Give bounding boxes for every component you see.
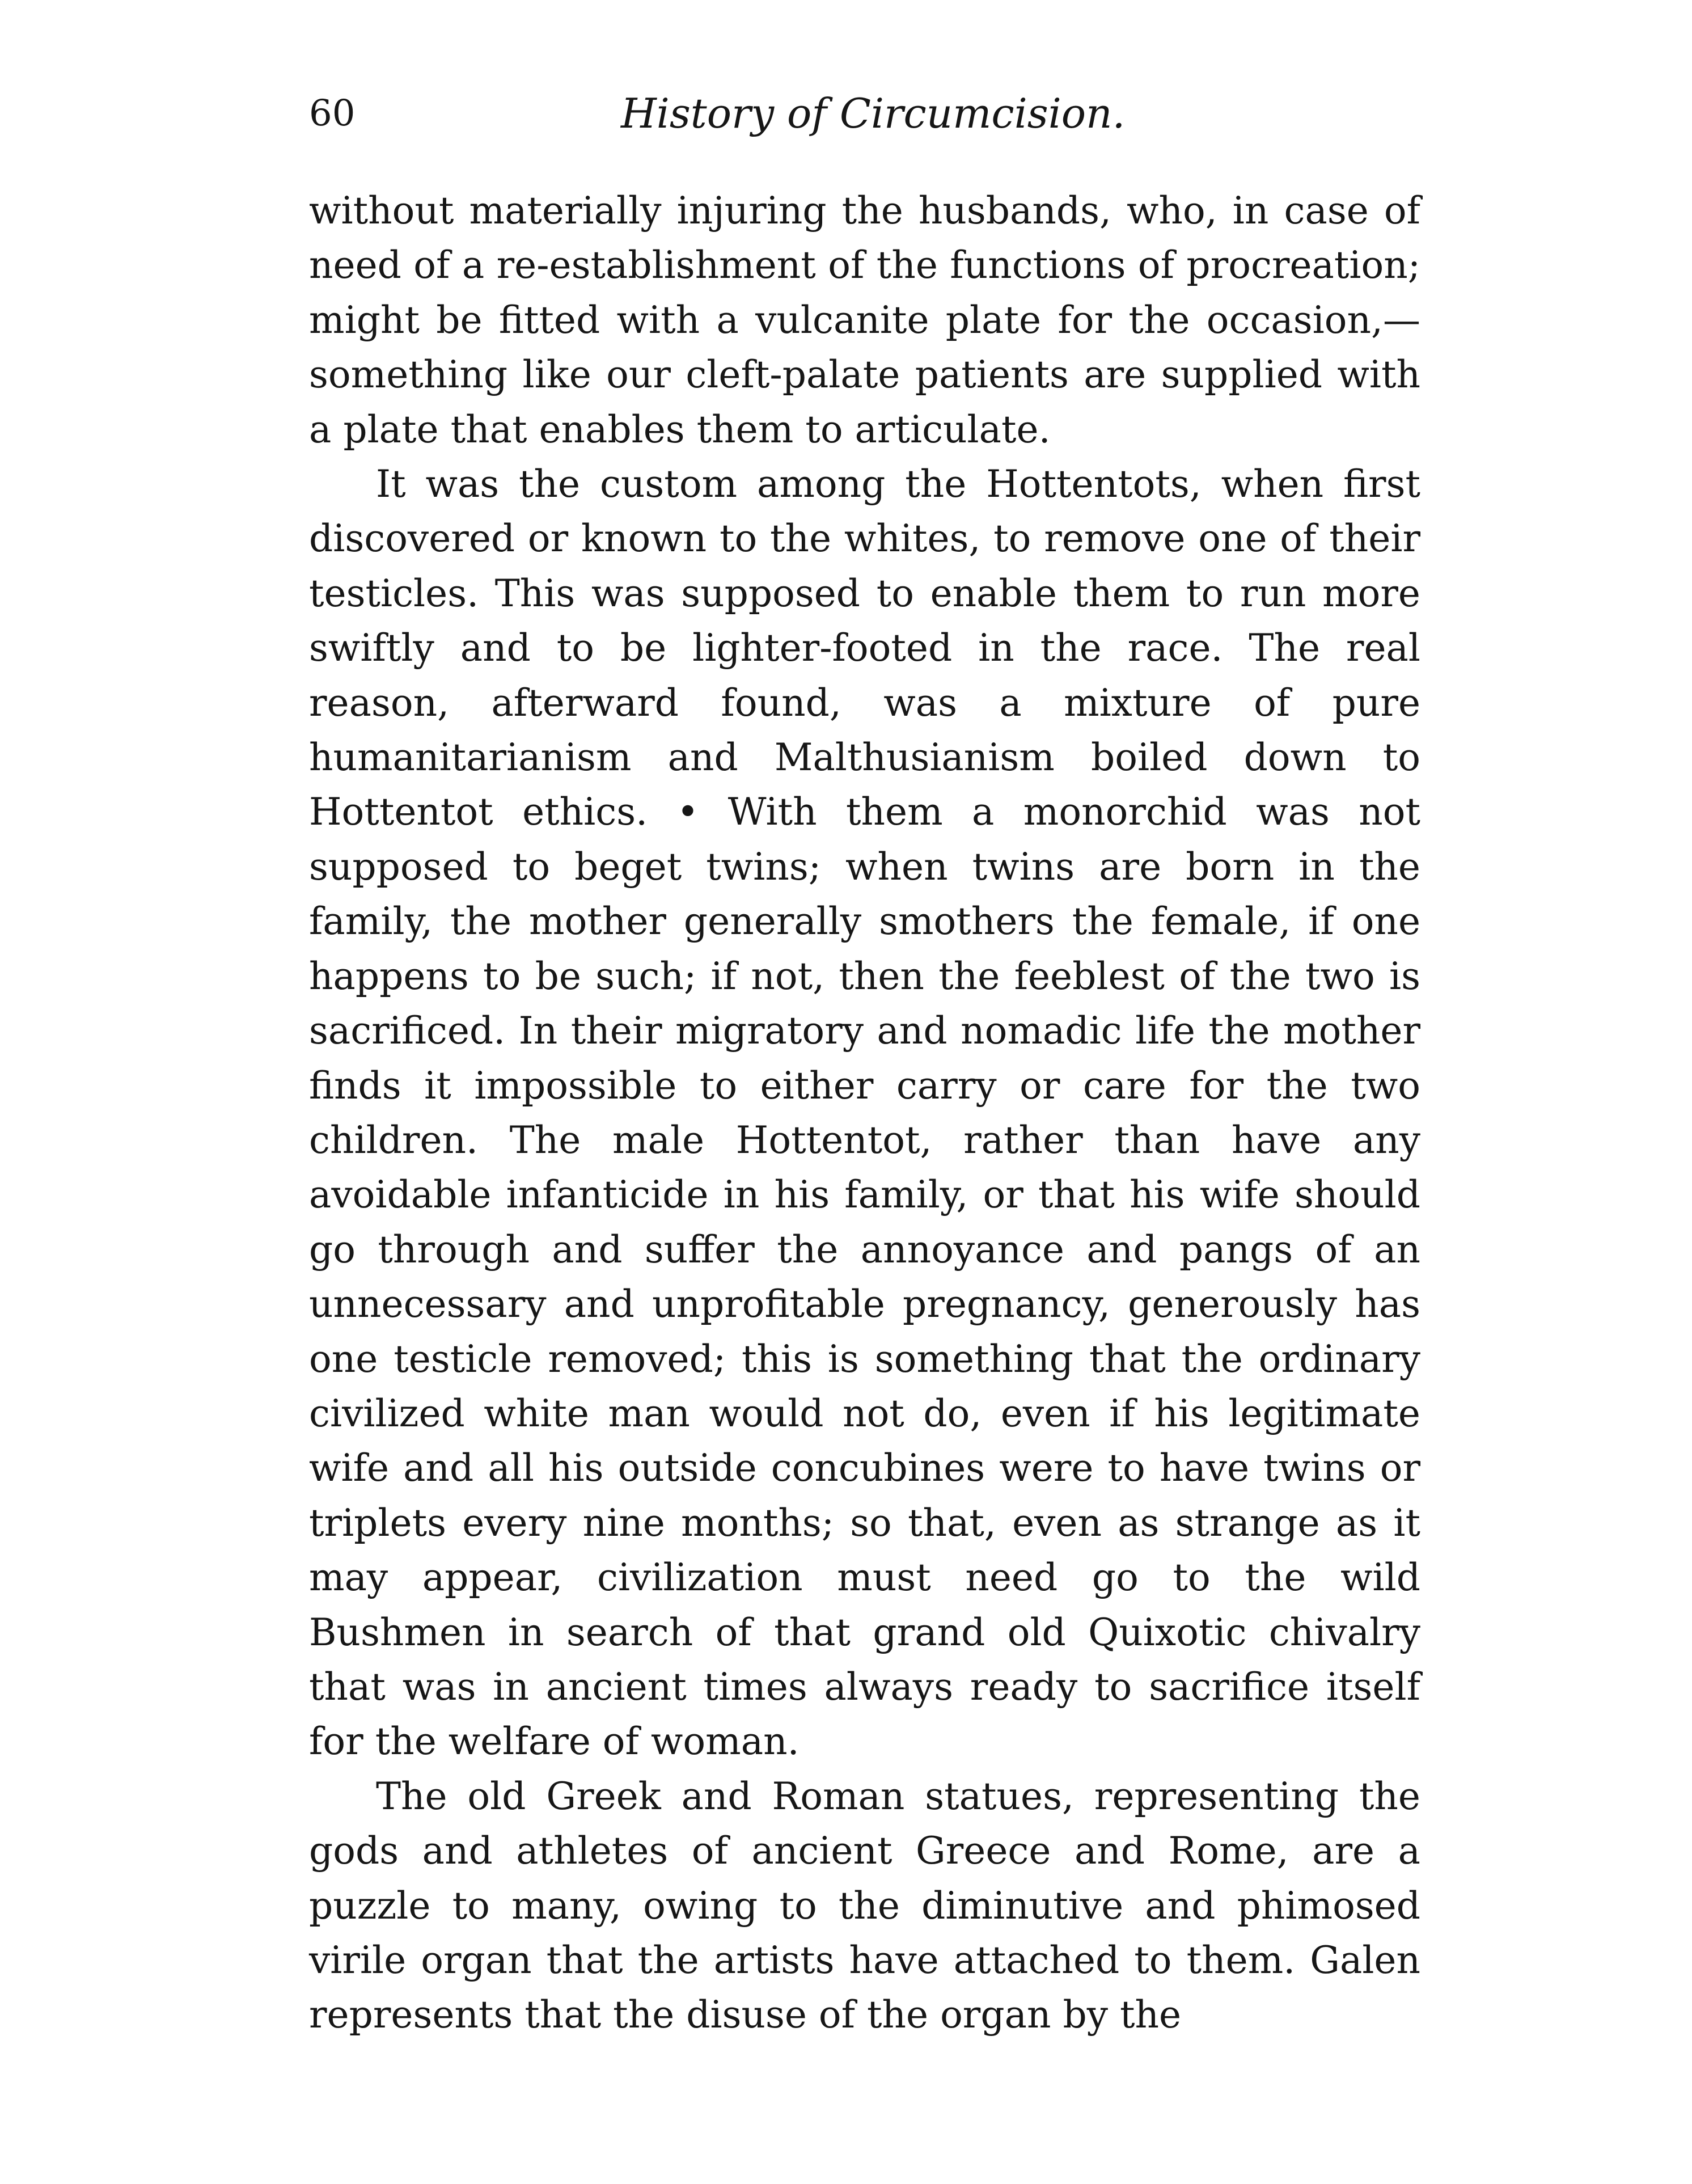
running-title: History of Circumcision. [621, 90, 1126, 137]
paragraph-continued: without materially injuring the husbands, who, in case of need of a re-establishment of the functions of procreation; might be fitted with a vulcanite plate for the occasion,—something like our cleft-palate patients are supplied with a plate that enables them to articulate. [309, 189, 1420, 451]
page-number: 60 [309, 92, 356, 134]
body-text [309, 184, 1420, 2043]
paragraph-greek-statues: The old Greek and Roman statues, representing the gods and athletes of ancient Greece and Rome, are a puzzle to many, owing to the diminutive and phimosed virile organ that the artists have attached to them. Galen represents that the disuse of the organ by the [309, 1774, 1420, 2037]
paragraph-hottentots: It was the custom among the Hottentots, when first discovered or known to the whites, to remove one of their testicles. This was supposed to enable them to run more swiftly and to be lighter-footed in the race. The real reason, afterward found, was a mixture of pure humanitarianism and Malthusianism boiled down to Hottentot ethics. • With them a monorchid was not supposed to beget twins; when twins are born in the family, the mother generally smothers the female, if one happens to be such; if not, then the feeblest of the two is sacrificed. In their migratory and nomadic life the mother finds it impossible to either carry or care for the two children. The male Hottentot, rather than have any avoidable infanticide in his family, or that his wife should go through and suffer the annoyance and pangs of an unnecessary and unprofitable pregnancy, generously has one testicle removed; this is something that the ordinary civilized white man would not do, even if his legitimate wife and all his outside concubines were to have twins or triplets every nine months; so that, even as strange as it may appear, civilization must need go to the wild Bushmen in search of that grand old Quixotic chivalry that was in ancient times always ready to sacrifice itself for the welfare of woman. [309, 462, 1420, 1764]
page-header [309, 85, 1420, 142]
